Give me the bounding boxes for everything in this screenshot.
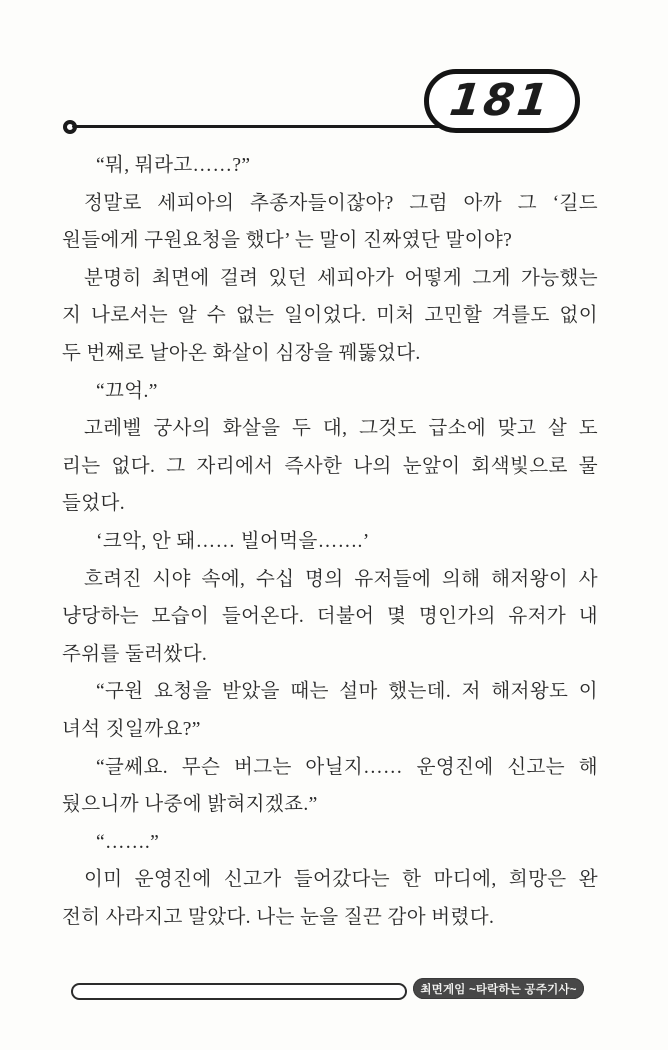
text-line: 분명히 최면에 걸려 있던 세피아가 어떻게 그게 가능했는 [84, 267, 598, 289]
text-line: “…….” [96, 831, 160, 853]
text-line: “구원 요청을 받았을 때는 설마 했는데. 저 해저왕도 이 [96, 681, 598, 703]
text-line: 흐려진 시야 속에, 수십 명의 유저들에 의해 해저왕이 사 [84, 568, 598, 590]
text-line: “글쎄요. 무슨 버그는 아닐지…… 운영진에 신고는 해 [96, 756, 598, 778]
text-line: 원들에게 구원요청을 했다’ 는 말이 진짜였단 말이야? [62, 230, 513, 252]
text-line: 리는 없다. 그 자리에서 즉사한 나의 눈앞이 회색빛으로 물 [62, 455, 598, 477]
text-line: 녀석 짓일까요?” [62, 718, 201, 740]
text-line: “끄억.” [96, 380, 158, 402]
text-line: 전히 사라지고 말았다. 나는 눈을 질끈 감아 버렸다. [62, 906, 495, 928]
text-line: “뭐, 뭐라고……?” [96, 155, 251, 176]
series-title-badge [413, 978, 584, 999]
series-title: 최면게임 ~타락하는 공주기사~ [420, 983, 577, 996]
text-line: 냥당하는 모습이 들어온다. 더불어 몇 명인가의 유저가 내 [62, 606, 598, 628]
text-line: 지 나로서는 알 수 없는 일이었다. 미처 고민할 겨를도 없이 [62, 305, 598, 327]
body-text [62, 147, 598, 936]
text-line: 정말로 세피아의 추종자들이잖아? 그럼 아까 그 ‘길드 [84, 192, 598, 214]
page-number-pill [424, 69, 580, 133]
text-line: ‘크악, 안 돼…… 빌어먹을…….’ [96, 530, 370, 552]
text-line: 두 번째로 날아온 화살이 심장을 꿰뚫었다. [62, 342, 421, 364]
text-line: 뒀으니까 나중에 밝혀지겠죠.” [62, 794, 318, 816]
text-line: 들었다. [62, 493, 125, 515]
text-line: 주위를 둘러쌌다. [62, 643, 208, 665]
text-line: 이미 운영진에 신고가 들어갔다는 한 마디에, 희망은 완 [84, 869, 598, 891]
header-rule [72, 125, 454, 128]
page-number: 181 [446, 75, 554, 126]
footer-rule-pill [71, 983, 407, 1000]
text-line: 고레벨 궁사의 화살을 두 대, 그것도 급소에 맞고 살 도 [84, 418, 598, 440]
